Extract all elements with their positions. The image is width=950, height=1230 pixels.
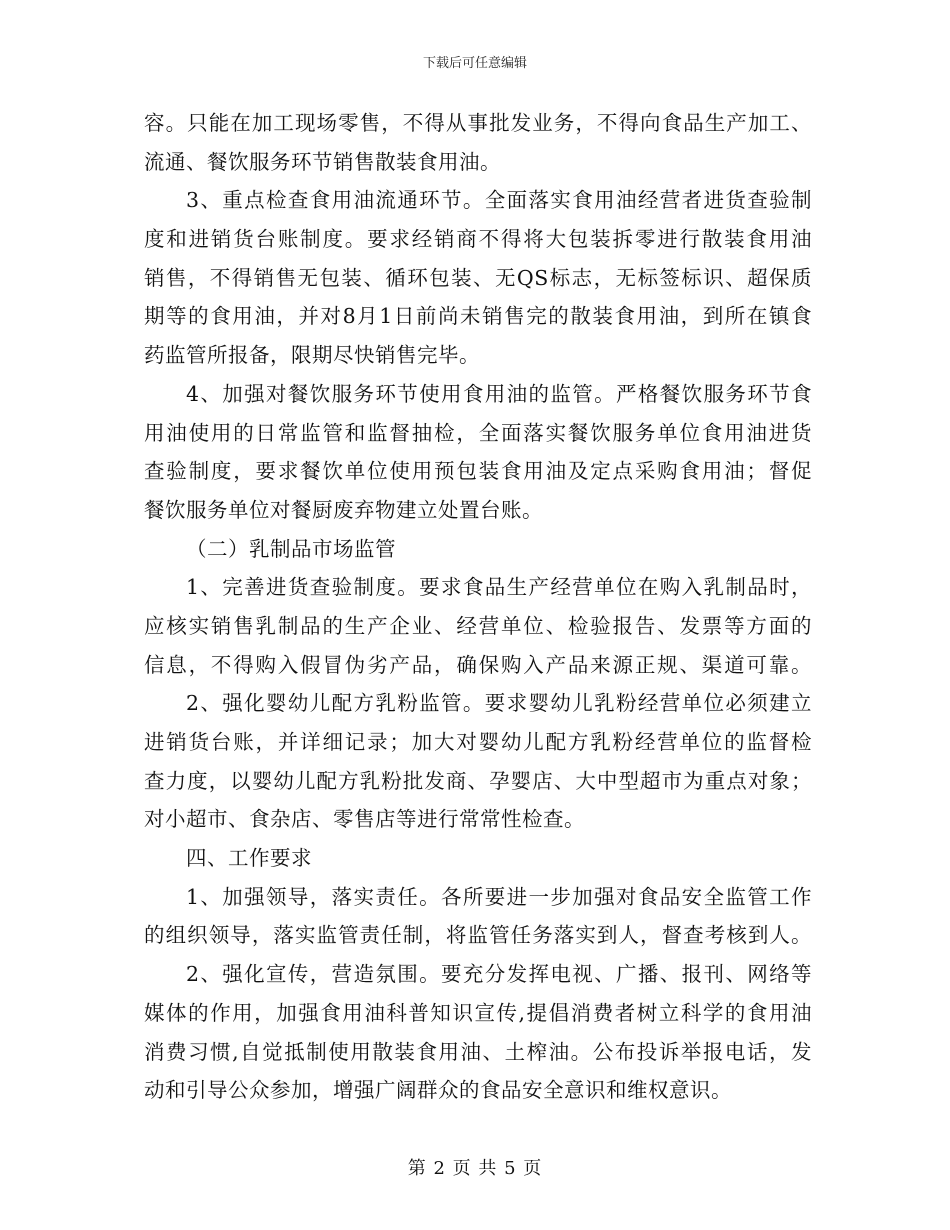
text-line: 查验制度，要求餐饮单位使用预包装食用油及定点采购食用油；督促 [144,459,812,484]
text-line: 2、强化宣传，营造氛围。要充分发挥电视、广播、报刊、网络等 [186,962,812,987]
text-line: 对小超市、食杂店、零售店等进行常常性检查。 [144,807,585,832]
text-line: 信息，不得购入假冒伪劣产品，确保购入产品来源正规、渠道可靠。 [144,652,812,677]
text-line: 3、重点检查食用油流通环节。全面落实食用油经营者进货查验制 [186,188,812,213]
text-line: 容。只能在加工现场零售，不得从事批发业务，不得向食品生产加工、 [144,111,812,135]
page-header-note: 下载后可任意编辑 [422,56,527,71]
text-line: 1、加强领导，落实责任。各所要进一步加强对食品安全监管工作 [186,884,812,909]
text-line: 期等的食用油，并对8月1日前尚未销售完的散装食用油，到所在镇食 [144,304,812,329]
text-line: 的组织领导，落实监管责任制，将监管任务落实到人，督查考核到人。 [144,923,812,948]
document-body [144,104,812,1110]
text-line: 动和引导公众参加，增强广阔群众的食品安全意识和维权意识。 [144,1078,732,1103]
text-line: 进销货台账，并详细记录；加大对婴幼儿配方乳粉经营单位的监督检 [144,730,812,754]
text-line: 销售，不得销售无包装、循环包装、无QS标志，无标签标识、超保质 [144,265,812,290]
text-line: 1、完善进货查验制度。要求食品生产经营单位在购入乳制品时， [186,575,812,600]
text-line: 用油使用的日常监管和监督抽检，全面落实餐饮服务单位食用油进货 [144,420,812,445]
text-line: 流通、餐饮服务环节销售散装食用油。 [144,149,501,174]
text-line: 2、强化婴幼儿配方乳粉监管。要求婴幼儿乳粉经营单位必须建立 [186,691,812,716]
page-number: 第 2 页 共 5 页 [407,1158,543,1179]
text-line: 药监管所报备，限期尽快销售完毕。 [144,343,480,368]
section-heading: （二）乳制品市场监管 [186,536,396,561]
text-line: 餐饮服务单位对餐厨废弃物建立处置台账。 [144,497,543,522]
text-line: 应核实销售乳制品的生产企业、经营单位、检验报告、发票等方面的 [144,613,812,638]
text-line: 度和进销货台账制度。要求经销商不得将大包装拆零进行散装食用油 [144,227,812,252]
text-line: 媒体的作用，加强食用油科普知识宣传,提倡消费者树立科学的食用油 [144,1000,812,1025]
text-line: 4、加强对餐饮服务环节使用食用油的监管。严格餐饮服务环节食 [186,381,812,406]
section-heading: 四、工作要求 [186,846,312,871]
text-line: 查力度，以婴幼儿配方乳粉批发商、孕婴店、大中型超市为重点对象； [144,768,812,793]
text-line: 消费习惯,自觉抵制使用散装食用油、土榨油。公布投诉举报电话，发 [144,1039,812,1064]
